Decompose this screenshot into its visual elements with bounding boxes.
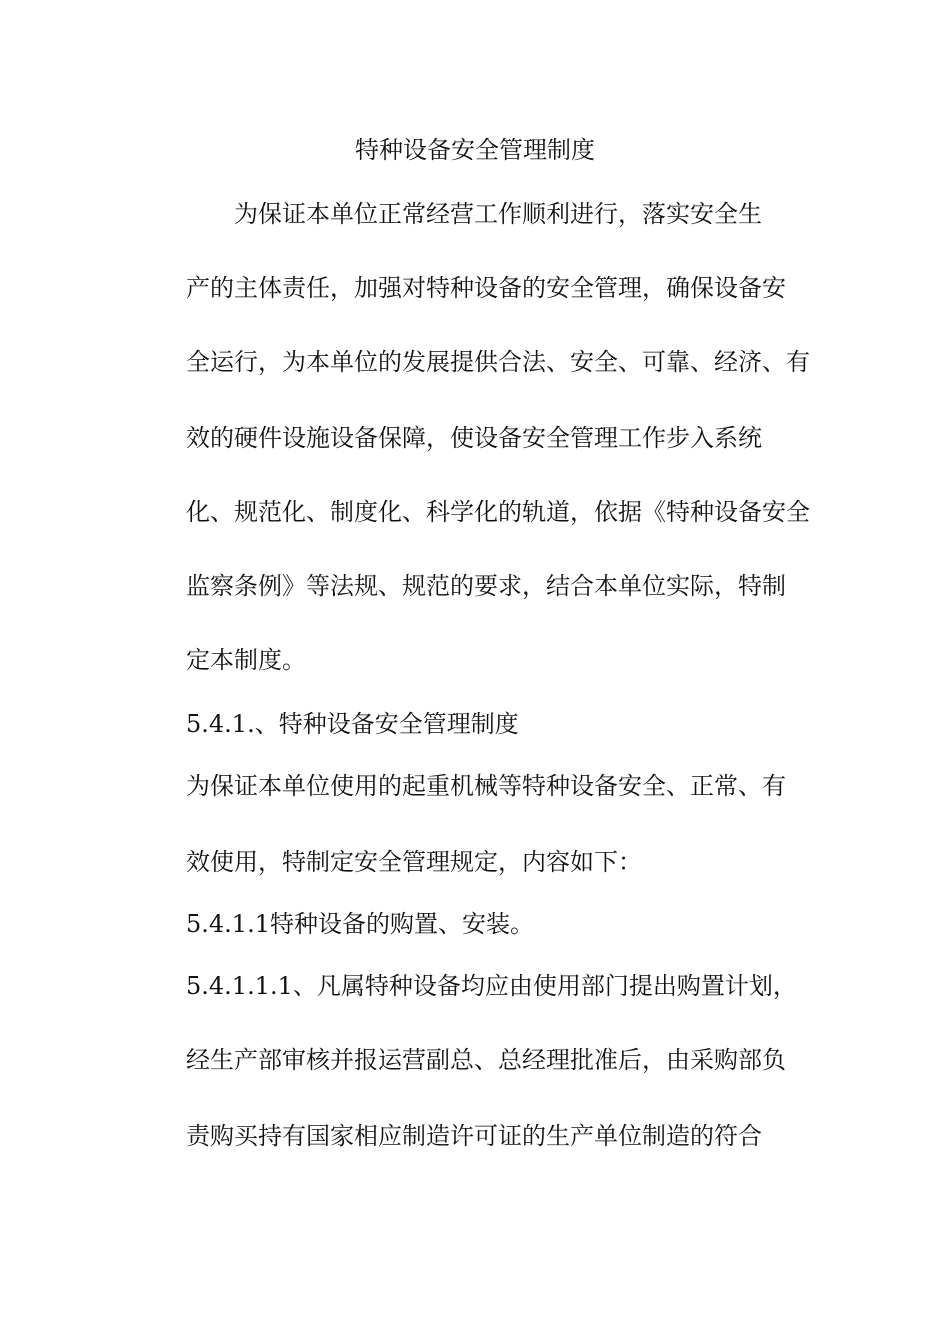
paragraph-line: 经生产部审核并报运营副总、总经理批准后，由采购部负 xyxy=(186,1046,786,1074)
paragraph-line: 产的主体责任，加强对特种设备的安全管理，确保设备安 xyxy=(186,274,786,302)
paragraph-line: 定本制度。 xyxy=(186,646,306,674)
paragraph-line: 效使用，特制定安全管理规定，内容如下： xyxy=(186,848,642,876)
document-title: 特种设备安全管理制度 xyxy=(355,136,595,164)
paragraph-line: 效的硬件设施设备保障，使设备安全管理工作步入系统 xyxy=(186,424,762,452)
paragraph-line: 为保证本单位使用的起重机械等特种设备安全、正常、有 xyxy=(186,772,786,800)
paragraph-line: 全运行，为本单位的发展提供合法、安全、可靠、经济、有 xyxy=(186,348,810,376)
paragraph-line: 为保证本单位正常经营工作顺利进行，落实安全生 xyxy=(234,200,762,228)
section-heading: 5.4.1.、特种设备安全管理制度 xyxy=(186,710,519,738)
paragraph-line: 化、规范化、制度化、科学化的轨道，依据《特种设备安全 xyxy=(186,498,810,526)
paragraph-line: 责购买持有国家相应制造许可证的生产单位制造的符合 xyxy=(186,1122,762,1150)
subsection-heading: 5.4.1.1特种设备的购置、安装。 xyxy=(186,910,534,938)
paragraph-line: 监察条例》等法规、规范的要求，结合本单位实际，特制 xyxy=(186,572,786,600)
paragraph-line: 5.4.1.1.1、凡属特种设备均应由使用部门提出购置计划， xyxy=(186,972,797,1000)
